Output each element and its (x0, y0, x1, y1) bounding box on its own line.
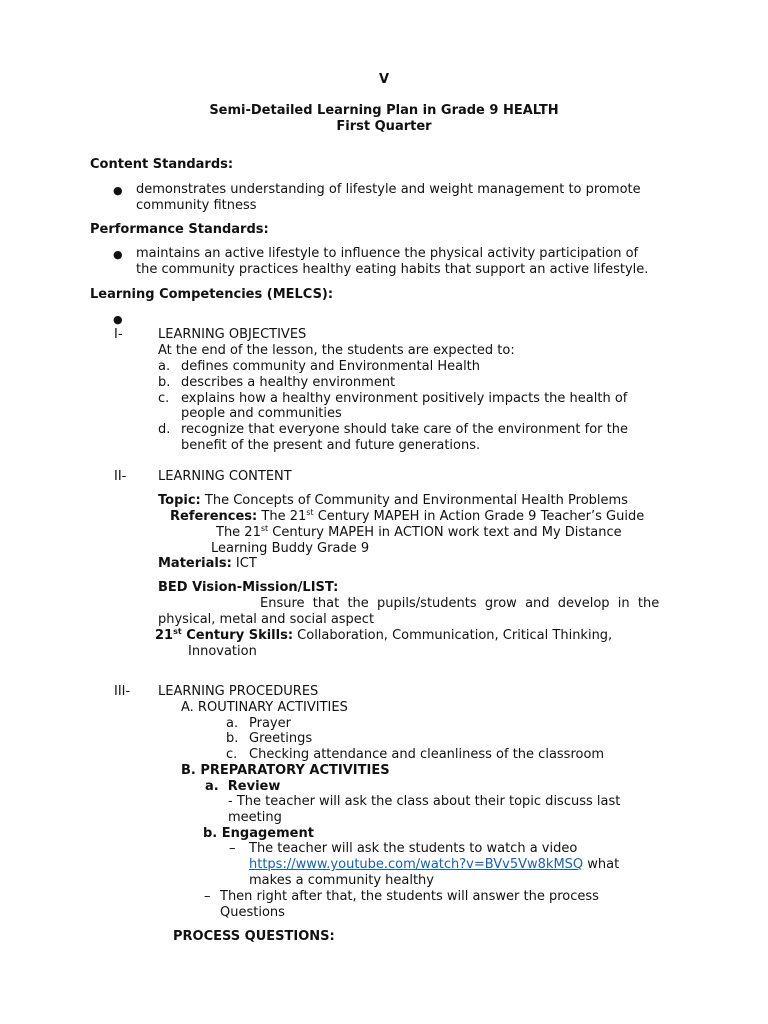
references-label: References: (170, 509, 258, 524)
objective-b-label: b. (158, 375, 171, 390)
content-heading: LEARNING CONTENT (158, 469, 292, 484)
video-link[interactable]: https://www.youtube.com/watch?v=BVv5Vw8kMSQ (249, 857, 584, 872)
skills-text: Collaboration, Communication, Critical Thinking, (293, 628, 613, 643)
engagement-line-3: makes a community healthy (249, 873, 434, 888)
section-numeral-i: I- (114, 327, 123, 342)
reference-2-sup: st (260, 524, 269, 533)
objectives-intro: At the end of the lesson, the students are expected to: (158, 343, 515, 358)
vision-heading: BED Vision-Mission/LIST: (158, 580, 339, 595)
learning-competencies-heading: Learning Competencies (MELCS): (90, 287, 334, 302)
performance-standard-line-2: the community practices healthy eating habits that support an active lifestyle. (136, 262, 649, 277)
routinary-c-label: c. (226, 747, 238, 762)
performance-standard-line-1: maintains an active lifestyle to influence the physical activity participation of (136, 246, 639, 261)
topic-text: The Concepts of Community and Environmental Health Problems (200, 493, 628, 508)
page-subtitle: First Quarter (336, 119, 432, 134)
bullet-icon: ● (113, 184, 123, 197)
content-standard-line-2: community fitness (136, 198, 257, 213)
materials-text: ICT (231, 556, 257, 571)
materials-line (158, 556, 257, 572)
routinary-a: Prayer (249, 716, 291, 731)
review-line-2: meeting (228, 810, 282, 825)
content-standard-line-1: demonstrates understanding of lifestyle and weight management to promote (136, 182, 641, 197)
then-line-1: Then right after that, the students will answer the process (220, 889, 599, 904)
objective-a: defines community and Environmental Health (181, 359, 481, 374)
objective-c-line-1: explains how a healthy environment positively impacts the health of (181, 391, 628, 406)
review-line-1: - The teacher will ask the class about their topic discuss last (228, 794, 621, 809)
content-standards-heading: Content Standards: (90, 157, 234, 172)
preparatory-heading: B. PREPARATORY ACTIVITIES (181, 763, 390, 778)
objective-d-label: d. (158, 422, 171, 437)
references-line-2 (216, 525, 622, 541)
page-title: Semi-Detailed Learning Plan in Grade 9 HEALTH (209, 103, 559, 118)
header-mark: V (378, 72, 390, 87)
skills-label: Century Skills: (181, 628, 294, 643)
routinary-b-label: b. (226, 731, 239, 746)
topic-label: Topic: (158, 493, 201, 508)
reference-2-post: Century MAPEH in ACTION work text and My Distance (268, 525, 622, 540)
procedures-heading: LEARNING PROCEDURES (158, 684, 319, 699)
engagement-line-1: The teacher will ask the students to watch a video (249, 841, 578, 856)
engagement-line-2 (249, 857, 619, 873)
objectives-heading: LEARNING OBJECTIVES (158, 327, 307, 342)
objective-c-label: c. (158, 391, 170, 406)
section-numeral-ii: II- (114, 469, 127, 484)
then-dash: – (204, 889, 211, 904)
engagement-link-after: what (583, 857, 620, 872)
then-line-2: Questions (220, 905, 285, 920)
skills-line-1 (155, 628, 612, 644)
skills-sup: st (173, 627, 182, 636)
performance-standards-heading: Performance Standards: (90, 222, 269, 237)
bullet-icon: ● (113, 248, 123, 261)
routinary-b: Greetings (249, 731, 313, 746)
objective-a-label: a. (158, 359, 171, 374)
objective-d-line-1: recognize that everyone should take care of the environment for the (181, 422, 628, 437)
review-heading: a. Review (205, 779, 281, 794)
reference-1-post: Century MAPEH in Action Grade 9 Teacher’s Guide (313, 509, 645, 524)
references-line-1 (170, 509, 644, 525)
reference-2-pre: The 21 (216, 525, 261, 540)
topic-line (158, 493, 628, 509)
skills-num: 21 (155, 628, 174, 643)
vision-line-2: physical, metal and social aspect (158, 612, 375, 627)
engagement-dash: – (229, 841, 236, 856)
references-line-3: Learning Buddy Grade 9 (211, 541, 370, 556)
reference-1-pre: The 21 (257, 509, 307, 524)
objective-c-line-2: people and communities (181, 406, 342, 421)
objective-d-line-2: benefit of the present and future generations. (181, 438, 481, 453)
section-numeral-iii: III- (114, 684, 131, 699)
routinary-a-label: a. (226, 716, 239, 731)
routinary-heading: A. ROUTINARY ACTIVITIES (181, 700, 348, 715)
reference-1-sup: st (306, 508, 314, 517)
engagement-heading: b. Engagement (203, 826, 314, 841)
vision-line-1: Ensure that the pupils/students grow and develop in the (260, 596, 660, 611)
bullet-icon: ● (113, 313, 123, 326)
skills-line-2: Innovation (188, 644, 257, 659)
objective-b: describes a healthy environment (181, 375, 396, 390)
process-questions-heading: PROCESS QUESTIONS: (173, 929, 335, 944)
routinary-c: Checking attendance and cleanliness of the classroom (249, 747, 605, 762)
materials-label: Materials: (158, 556, 232, 571)
